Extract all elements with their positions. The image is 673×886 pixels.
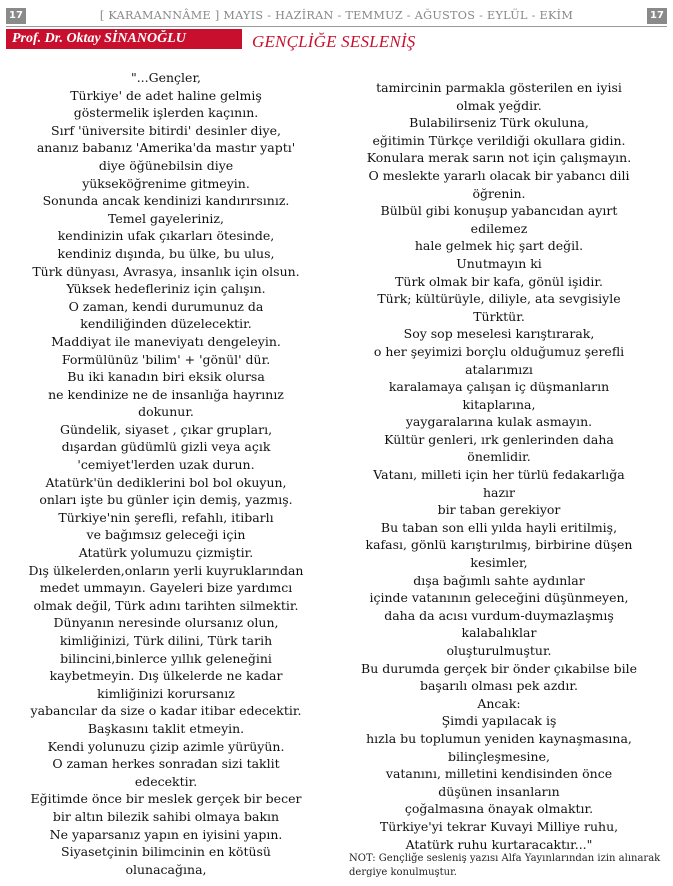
text-line: kendiliğinden düzelecektir. [80,316,252,332]
text-line: kafası, gönlü karıştırılmış, birbirine düşen [365,537,633,553]
text-line: Bu durumda gerçek bir önder çıkabilse bile [361,660,637,676]
text-line: yaygaralarına kulak asmayın. [405,414,593,430]
text-line: Gündelik, siyaset , çıkar grupları, [59,421,273,437]
text-line: dışardan güdümlü gizli veya açık [61,439,271,455]
text-line: o her şeyimizi borçlu olduğumuz şerefli [373,343,625,359]
text-line: Ne yaparsanız yapın en iyisini yapın. [49,826,283,842]
page-header [6,6,667,27]
text-line: medet ummayın. Gayeleri bize yardımcı [39,580,293,596]
text-line: bilincini,binlerce yıllık geleneğini [60,650,272,666]
text-line: daha da acısı vurdum-duymazlaşmış [384,607,614,623]
text-line: başarılı olması pek azdır. [419,678,579,694]
text-line: Türk olmak bir kafa, gönül işidir. [395,273,603,289]
text-line: bir altın bilezik sahibi olmaya bakın [52,808,280,824]
text-line: O meslekte yararlı olacak bir yabancı dili [368,167,630,183]
text-line: edecektir. [134,773,198,789]
text-line: Bu iki kanadın biri eksik olursa [67,369,265,385]
text-line: eğitimin Türkçe verildiği okullara gidin. [372,132,626,148]
text-line: Şimdi yapılacak iş [441,713,557,729]
text-line: kimliğinizi korursanız [97,685,235,701]
text-line: diye öğünebilsin diye [98,157,234,173]
text-line: göstermelik işlerden kaçının. [73,105,259,121]
text-line: Türktür. [473,308,525,324]
text-line: bilinçleşmesine, [448,748,550,764]
text-line: Atatürk'ün dediklerini bol bol okuyun, [45,474,287,490]
text-line: 'cemiyet'lerden uzak durun. [77,457,255,473]
text-line: onları işte bu günler için demiş, yazmış. [39,492,293,508]
text-line: olunacağına, [125,861,207,877]
text-line: oluşturulmuştur. [446,643,552,658]
text-line: Sonunda ancak kendinizi kandırırsınız. [42,193,290,209]
text-line: Konulara merak sarın not için çalışmayın. [366,150,632,166]
text-line: kimliğinizi, Türk dilini, Türk tarih [59,633,273,648]
text-line: edilemez [470,220,528,236]
text-line: kaybetmeyin. Dış ülkelerde ne kadar [49,668,283,684]
left-text-column [8,69,324,878]
text-line: kendiniz dışında, bu ülke, bu ulus, [57,245,275,261]
text-line: çoğalmasına önayak olmaktır. [404,801,594,817]
text-line: olmak değil, Türk adını tarihten silmektir. [33,597,299,613]
text-line: Bulabilirseniz Türk okuluna, [409,115,589,131]
text-line: Türkiye' de adet haline gelmiş [70,87,262,103]
text-line: ve bağımsız geleceği için [86,527,246,543]
text-line: atalarımızı [465,361,533,377]
text-line: kalabalıklar [461,625,537,641]
text-line: yükseköğrenime gitmeyin. [82,175,250,191]
text-line: Dış ülkelerden,onların yerli kuyruklarından [28,562,304,578]
text-line: kesimler, [470,555,528,571]
text-line: Başkasını taklit etmeyin. [87,720,245,736]
text-line: Temel gayeleriniz, [108,210,224,226]
text-line: hazır [482,484,516,500]
right-text-column [341,79,657,853]
text-line: Atatürk yolumuzu çizmiştir. [78,545,254,561]
text-line: düşünen insanların [438,783,560,799]
text-line: O zaman, kendi durumunuz da [68,298,264,314]
author-name: Prof. Dr. Oktay SİNANOĞLU [6,29,242,49]
text-line: içinde vatanının geleceğini düşünmeyen, [369,590,629,606]
text-line: Vatanı, milleti için her türlü fedakarlığa [373,467,625,483]
text-line: Yüksek hedefleriniz için çalışın. [66,281,266,297]
text-line: Türkiye'yi tekrar Kuvayi Milliye ruhu, [379,818,619,834]
text-line: Soy sop meselesi karıştırarak, [403,326,595,342]
text-line: Türk; kültürüyle, diliyle, ata sevgisiyle [377,291,621,307]
text-line: öğrenin. [472,185,526,201]
text-line: Kültür genleri, ırk genlerinden daha [384,431,614,447]
text-line: dokunur. [138,404,194,420]
text-line: hızla bu toplumun yeniden kaynaşmasına, [366,730,632,746]
text-line: kitaplarına, [462,396,536,412]
text-line: olmak yeğdir. [456,97,542,113]
text-line: Maddiyat ile maneviyatı dengeleyin. [51,333,281,349]
magazine-header-title: [ KARAMANNÂME ] MAYIS - HAZİRAN - TEMMUZ - AĞUSTOS - EYLÜL - EKİM [99,9,574,22]
text-line: Unutmayın ki [456,255,542,271]
text-line: Bülbül gibi konuşup yabancıdan ayırt [380,203,618,219]
footnote: NOT: Gençliğe sesleniş yazısı Alfa Yayınlarından izin alınarak dergiye konulmuştur. [349,853,661,878]
text-line: Türk dünyası, Avrasya, insanlık için olsun. [32,263,300,279]
text-line: Kendi yolunuzu çizip azimle yürüyün. [47,738,285,754]
text-line: ananız babanız 'Amerika'da mastır yaptı' [36,140,296,156]
text-line: karalamaya çalışan iç düşmanların [388,379,610,395]
text-line: "...Gençler, [130,70,202,85]
text-line: O zaman herkes sonradan sizi taklit [52,756,280,772]
page-number-left: 17 [6,8,26,24]
page-number-right: 17 [647,8,667,24]
text-line: Formülünüz 'bilim' + 'gönül' dür. [61,351,271,367]
text-line: Dünyanın neresinde olursanız olun, [53,615,279,631]
text-line: dışa bağımlı sahte aydınlar [413,572,585,588]
text-line: ne kendinize ne de insanlığa hayrınız [48,386,284,402]
text-line: Sırf 'üniversite bitirdi' desinler diye, [51,122,281,138]
article-title: GENÇLİĞE SESLENİŞ [252,32,416,51]
text-line: önemlidir. [467,449,531,465]
text-line: yabancılar da size o kadar itibar edecektir. [30,703,302,719]
text-line: Türkiye'nin şerefli, refahlı, itibarlı [58,509,274,525]
text-line: Siyasetçinin bilimcinin en kötüsü [61,844,271,860]
text-line: hale gelmek hiç şart değil. [414,238,584,254]
text-line: Bu taban son elli yılda hayli eritilmiş, [380,519,618,535]
text-line: vatanını, milletini kendisinden önce [385,766,613,782]
text-line: tamircinin parmakla gösterilen en iyisi [376,80,622,95]
text-line: Eğitimde önce bir meslek gerçek bir becer [30,791,302,807]
text-line: Ancak: [477,695,521,711]
text-line: bir taban gerekiyor [437,502,561,518]
text-line: Atatürk ruhu kurtaracaktır..." [405,836,593,852]
text-line: kendinizin ufak çıkarları ötesinde, [57,228,275,244]
